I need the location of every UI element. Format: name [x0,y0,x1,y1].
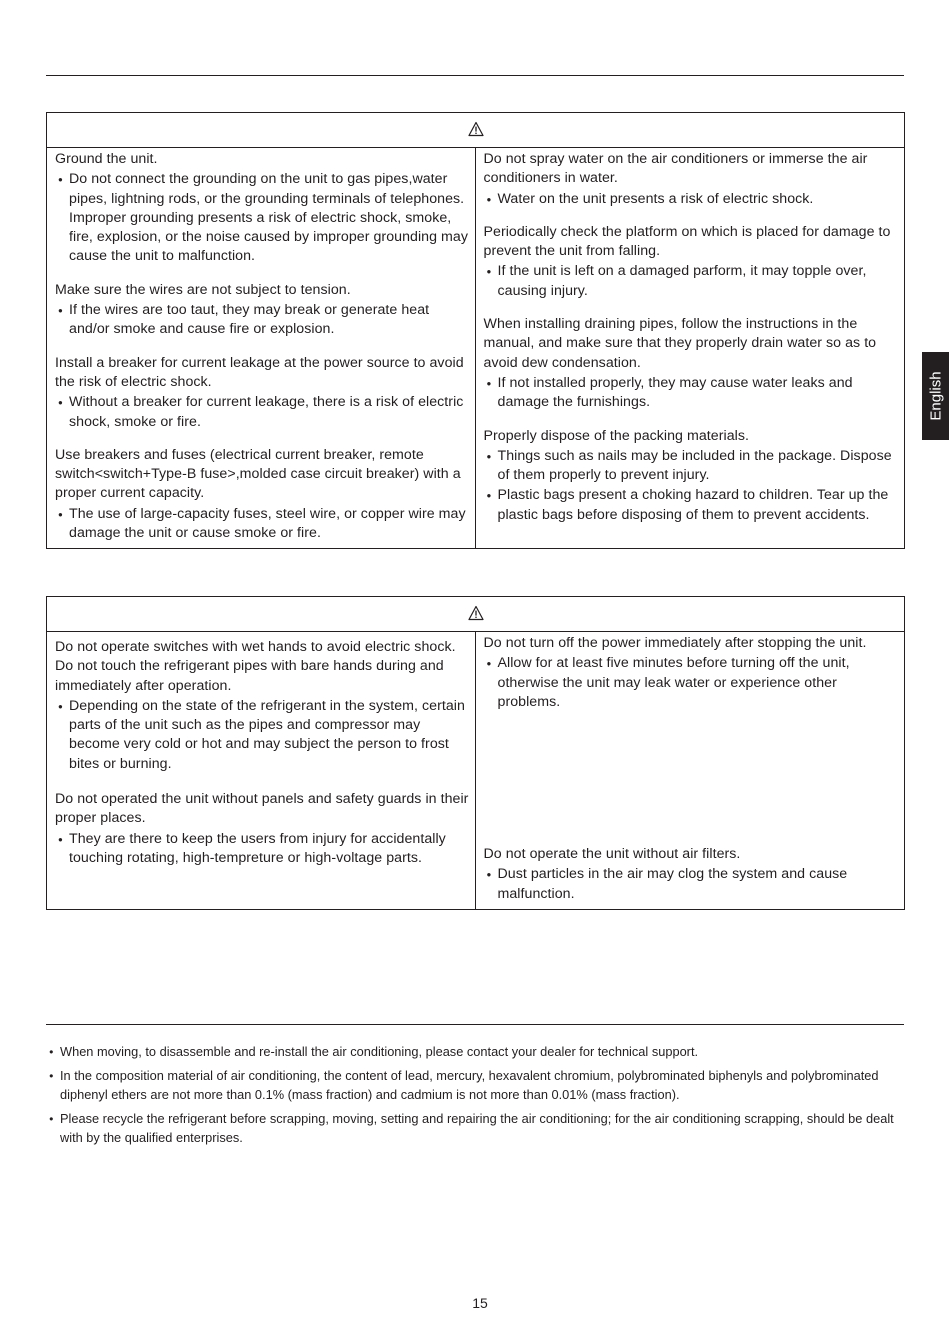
note-item: ● When moving, to disassemble and re-install the air conditioning, please contact your dealer for technical support. [48,1042,904,1062]
item-bullet: ● Depending on the state of the refrigerant in the system, certain parts of the unit such as the pipes and compressor may become very cold or hot and may subject the person to frost bites or burning. [55,697,471,774]
item-bullet: ● Without a breaker for current leakage, there is a risk of electric shock, smoke or fire. [55,393,471,432]
safety-item [55,446,471,543]
safety-item [484,845,901,904]
item-title: Do not operated the unit without panels and safety guards in their proper places. [55,791,469,827]
safety-item [484,223,901,301]
note-item: ● Please recycle the refrigerant before scrapping, moving, setting and repairing the air conditioning; for the air conditioning scrapping, should be dealt with by the qualified enterprises. [48,1109,904,1148]
caution-box [46,596,905,910]
item-title: When installing draining pipes, follow the instructions in the manual, and make sure that they properly drain water so as to avoid dew condensation. [483,316,877,371]
item-bullet: ● If not installed properly, they may cause water leaks and damage the furnishings. [484,374,901,413]
item-bullet: ● If the wires are too taut, they may break or generate heat and/or smoke and cause fire or explosion. [55,301,471,340]
item-bullet: ● Allow for at least five minutes before turning off the unit, otherwise the unit may leak water or experience other problems. [484,654,901,712]
caution-left-column [47,632,476,909]
item-title: Properly dispose of the packing materials. [483,427,749,444]
item-bullet: ● The use of large-capacity fuses, steel wire, or copper wire may damage the unit or cause smoke or fire. [55,505,471,544]
notes-list [48,1042,904,1152]
item-title: Do not spray water on the air conditioners or immerse the air conditioners in water. [483,151,868,187]
warning-right-column [476,148,905,548]
item-title: Use breakers and fuses (electrical current breaker, remote switch<switch+Type-B fuse>,molded case circuit breaker) with a proper current capacity. [55,446,461,502]
item-bullet: ● They are there to keep the users from injury for accidentally touching rotating, high-tempreture or high-voltage parts. [55,830,471,869]
item-title: Ground the unit. [55,151,158,167]
language-tab-label: English [927,371,944,421]
item-title: Do not turn off the power immediately after stopping the unit. [483,635,867,651]
safety-item [484,150,901,209]
caution-header [47,597,904,632]
note-item: ● In the composition material of air conditioning, the content of lead, mercury, hexavalent chromium, polybrominated biphenyls and polybrominated diphenyl ethers are not more than 0.1% (mass fraction) and cadmium is not more than 0.01% (mass fraction). [48,1066,904,1105]
warning-box [46,112,905,549]
safety-item [55,150,471,267]
safety-item [55,354,471,432]
warning-icon [468,121,484,137]
warning-header [47,113,904,148]
item-bullet: ● Things such as nails may be included in the package. Dispose of them properly to prevent injury. [484,447,901,486]
item-title: Do not operate switches with wet hands to avoid electric shock. [55,639,456,655]
caution-right-column [476,632,905,909]
item-bullet: ● Water on the unit presents a risk of electric shock. [484,190,901,209]
page-number: 15 [472,1295,488,1311]
warning-icon [468,605,484,621]
top-rule [46,75,904,76]
item-title: Periodically check the platform on which is placed for damage to prevent the unit from falling. [483,223,891,260]
item-bullet: ● Dust particles in the air may clog the system and cause malfunction. [484,865,901,904]
notes-rule [46,1024,904,1025]
safety-item [55,281,471,340]
item-bullet: ● Do not connect the grounding on the unit to gas pipes,water pipes, lightning rods, or the grounding terminals of telephones. Improper grounding presents a risk of electric shock, smoke, fire, explosion, or the noise caused by improper grounding may cause the unit to malfunction. [55,170,471,266]
warning-left-column [47,148,476,548]
item-title: Install a breaker for current leakage at the power source to avoid the risk of electric shock. [55,354,464,390]
item-bullet: ● Plastic bags present a choking hazard to children. Tear up the plastic bags before disposing of them to prevent accidents. [484,486,901,525]
item-title: Do not touch the refrigerant pipes with bare hands during and immediately after operation. [55,658,444,694]
safety-item [484,427,901,525]
item-bullet: ● If the unit is left on a damaged parform, it may topple over, causing injury. [484,262,901,301]
safety-item [484,315,901,412]
item-title: Do not operate the unit without air filters. [483,846,741,862]
language-tab [922,352,949,440]
item-title: Make sure the wires are not subject to tension. [55,281,351,298]
